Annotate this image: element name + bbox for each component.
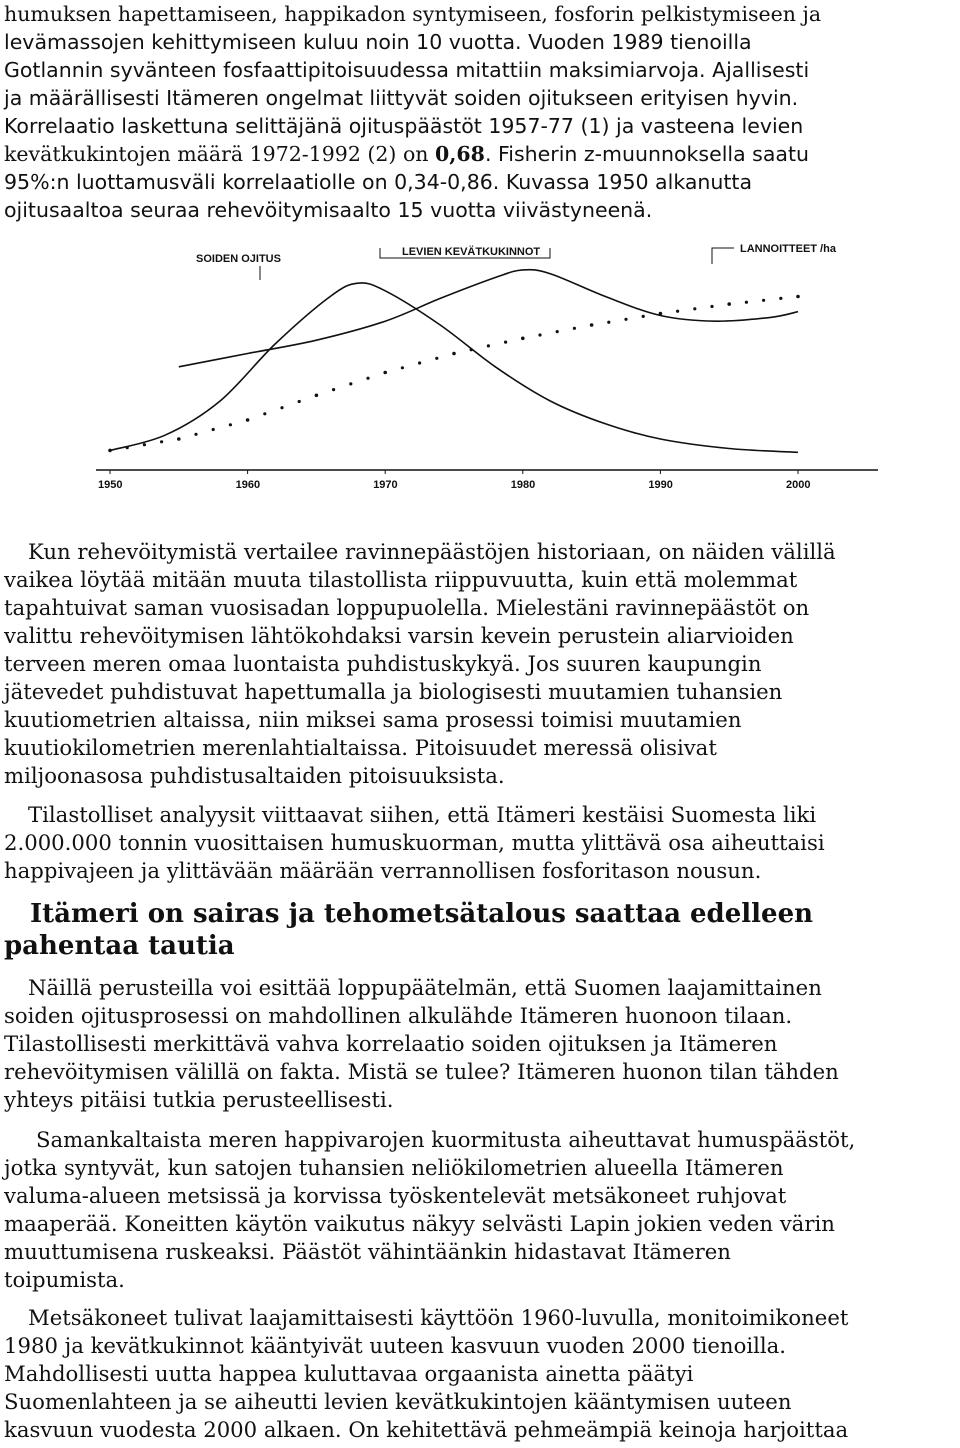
series-3-point [727,302,731,306]
series-3-dot [573,327,576,330]
figure-chart [88,234,880,502]
series-3-dot [607,321,610,324]
paragraph-4 [4,1126,958,1294]
series-3-dot [745,301,748,304]
series-3-point [108,449,112,453]
intro-line-5: Korrelaatio laskettuna selittäjänä ojituspäästöt 1957-77 (1) ja vasteena levien [4,114,804,138]
p1-line-9: miljoonasosa puhdistusaltaiden pitoisuuksista. [4,763,505,788]
intro-line-4: ja määrällisesti Itämeren ongelmat liittyvät soiden ojitukseen erityisen hyvin. [4,86,799,110]
p4-line-6: toipumista. [4,1267,125,1292]
p2-line-2: 2.000.000 tonnin vuosittaisen humuskuorman, mutta ylittävä osa aiheuttaisi [4,830,825,855]
x-tick-label: 2000 [786,479,811,491]
series-3-dot [538,333,541,336]
series-3-point [452,352,456,356]
x-tick-label: 1960 [235,479,261,491]
p3-line-3: Tilastollisesti merkittävä vahva korrelaatio soiden ojituksen ja Itämeren [4,1031,778,1056]
intro-line-8: ojitusaaltoa seuraa rehevöitymisaalto 15 vuotta viivästyneenä. [4,198,653,222]
series-3-dot [624,318,627,321]
intro-line-2: levämassojen kehittymiseen kuluu noin 10 vuotta. Vuoden 1989 tienoilla [4,30,752,54]
p3-line-5: yhteys pitäisi tutkia perusteellisesti. [4,1087,394,1112]
x-tick-label: 1970 [373,479,398,491]
p2-line-3: happivajeen ja ylittävään määrään verrannollisen fosforitason nousun. [4,858,762,883]
label-drainage: SOIDEN OJITUS [196,253,281,265]
series-3-point [177,437,181,441]
heading-line-1: Itämeri on sairas ja tehometsätalous saattaa edelleen [30,899,814,929]
label-algae: LEVIEN KEVÄTKUKINNOT [402,246,541,258]
series-3-dot [349,382,352,385]
p4-line-2: jotka syntyvät, kun satojen tuhansien neliökilometrien alueella Itämeren [4,1155,784,1180]
series-3-point [315,394,319,398]
series-3-dot [263,412,266,415]
p4-line-5: muuttumisena ruskeaksi. Päästöt vähintäänkin hidastavat Itämeren [4,1239,731,1264]
p1-line-4: valittu rehevöitymisen lähtökohdaksi varsin kevein perustein aliarvioiden [4,623,794,648]
x-tick-label: 1950 [98,479,123,491]
paragraph-3 [4,974,958,1114]
p1-line-8: kuutiokilometrien merenlahtialtaissa. Pitoisuudet meressä olisivat [4,735,717,760]
intro-line-6 [4,140,958,168]
series-3-dot [710,305,713,308]
series-3-dot [556,330,559,333]
p3-line-1: Näillä perusteilla voi esittää loppupäätelmän, että Suomen laajamittainen [28,975,822,1000]
x-tick-label: 1980 [510,479,536,491]
paragraph-1 [4,538,958,790]
label-fertilizers: LANNOITTEET /ha [740,243,836,255]
series-3-dot [332,388,335,391]
series-3-point [383,371,387,375]
series-3-dot [280,406,283,409]
p1-line-2: vaikea löytää mitään muuta tilastollista riippuvuutta, kuin että molemmat [4,567,798,592]
p5-line-3: Mahdollisesti uutta happea kuluttavaa orgaanista ainetta päätyi [4,1361,694,1386]
p5-line-5: kasvuun vuodesta 2000 alkaen. On kehitettävä pehmeämpiä keinoja harjoittaa [4,1417,849,1442]
intro-line-6-end: . Fisherin z-muunnoksella saatu [484,142,810,166]
intro-line-3: Gotlannin syvänteen fosfaattipitoisuudessa mitattiin maksimiarvoja. Ajallisesti [4,58,810,82]
p3-line-4: rehevöitymisen välillä on fakta. Mistä se tulee? Itämeren huonon tilan tähden [4,1059,839,1084]
p1-line-6: jätevedet puhdistuvat hapettumalla ja biologisesti muutamien tuhansien [4,679,783,704]
series-3-dot [642,315,645,318]
p4-line-4: maaperää. Koneitten käytön vaikutus näkyy selvästi Lapin jokien veden värin [4,1211,835,1236]
series-3-dot [435,357,438,360]
series-3-point [521,337,525,341]
intro-line-7: 95%:n luottamusväli korrelaatiolle on 0,34-0,86. Kuvassa 1950 alkanutta [4,170,753,194]
series-3-dot [487,344,490,347]
heading-line-2: pahentaa tautia [4,931,235,961]
correlation-value: 0,68 [435,142,485,166]
p5-line-4: Suomenlahteen ja se aiheutti levien kevätkukintojen kääntymisen uuteen [4,1389,792,1414]
p4-line-3: valuma-alueen metsissä ja korvissa työskentelevät metsäkoneet ruhjovat [4,1183,787,1208]
p1-line-5: terveen meren omaa luontaista puhdistuskykyä. Jos suuren kaupungin [4,651,762,676]
intro-line-6-start: kevätkukintojen määrä 1972-1992 (2) on [4,142,436,166]
section-heading [4,898,813,962]
series-3-point [246,418,250,422]
p1-line-3: tapahtuivat saman vuosisadan loppupuolella. Mielestäni ravinnepäästöt on [4,595,810,620]
series-3-dot [366,377,369,380]
series-3-dot [194,433,197,436]
series-3-dot [126,446,129,449]
series-3-dot [470,348,473,351]
p5-line-2: 1980 ja kevätkukinnot kääntyivät uuteen kasvuun vuoden 2000 tienoilla. [4,1333,787,1358]
p2-line-1: Tilastolliset analyysit viittaavat siihen, että Itämeri kestäisi Suomesta liki [28,802,817,827]
series-3-dot [401,366,404,369]
series-3-point [796,295,800,299]
chart-svg [88,234,880,502]
series-3-dot [160,440,163,443]
p4-line-1: Samankaltaista meren happivarojen kuormitusta aiheuttavat humuspäästöt, [36,1127,856,1152]
series-3-dot [693,307,696,310]
p1-line-1: Kun rehevöitymistä vertailee ravinnepäästöjen historiaan, on näiden välillä [28,539,836,564]
paragraph-5 [4,1304,958,1444]
p5-line-1: Metsäkoneet tulivat laajamittaisesti käyttöön 1960-luvulla, monitoimikoneet [28,1305,849,1330]
x-tick-label: 1990 [648,479,673,491]
series-3-dot [504,341,507,344]
series-3-dot [418,361,421,364]
p3-line-2: soiden ojitusprosessi on mahdollinen alkulähde Itämeren huonoon tilaan. [4,1003,793,1028]
series-3-dot [676,310,679,313]
p1-line-7: kuutiometrien altaissa, niin miksei sama prosessi toimisi muutamien [4,707,742,732]
series-3-dot [762,299,765,302]
chart-background [88,234,880,502]
series-3-point [659,312,663,316]
series-3-dot [298,400,301,403]
series-3-dot [143,443,146,446]
series-3-point [590,323,594,327]
intro-paragraph [4,0,958,224]
series-3-dot [779,297,782,300]
series-3-dot [229,423,232,426]
series-3-dot [212,428,215,431]
paragraph-2 [4,801,958,885]
intro-line-1: humuksen hapettamiseen, happikadon syntymiseen, fosforin pelkistymiseen ja [4,2,822,26]
